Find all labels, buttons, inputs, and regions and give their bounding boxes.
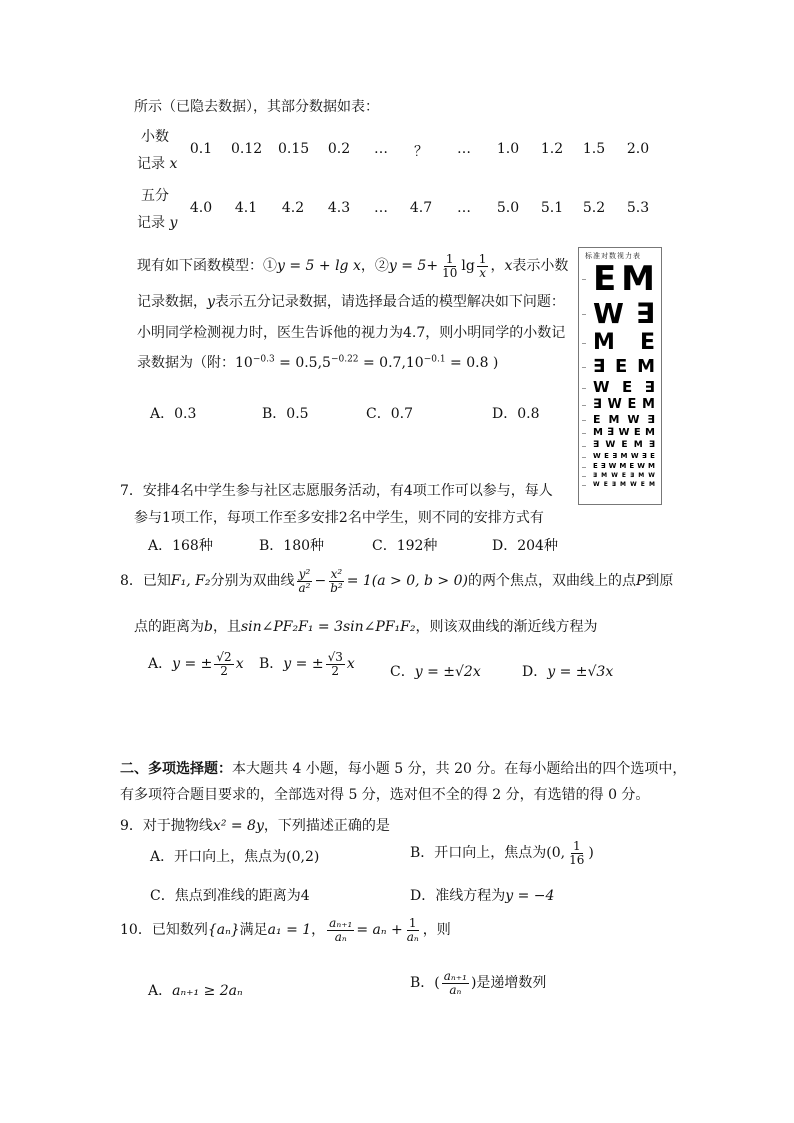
table-cell: 1.0 [496,141,520,157]
q8-line2: 点的距离为b，且sin∠PF₂F₁ = 3sin∠PF₁F₂，则该双曲线的渐近线方程为 [134,619,598,635]
eye-chart-letter: M [648,481,655,488]
q8-option-d: D．y = ±√3x [522,664,614,680]
eye-chart-row [593,380,655,395]
eye-chart-row [593,441,655,450]
eye-chart-letter: E [633,427,641,438]
q6-line3: 小明同学检测视力时，医生告诉他的视力为4.7，则小明同学的小数记 [137,325,566,341]
table-cell: … [374,141,388,157]
eye-chart-letter: M [620,481,627,488]
eye-chart-letter: ∃ [600,462,606,470]
table-cell: 5.0 [496,200,520,216]
eye-chart-letter: M [620,452,628,460]
eye-chart-letter: E [615,356,628,377]
table-cell: 1.2 [540,141,564,157]
table-cell: 4.2 [281,200,305,216]
eye-chart-letter: M [648,462,655,470]
eye-chart-letter: W [607,397,622,412]
eye-chart-letter: E [639,330,655,355]
q9-stem: 9．对于抛物线x² = 8y，下列描述正确的是 [120,818,390,834]
q7-option-c: C．192种 [372,538,438,554]
eye-chart-letter: W [648,472,655,479]
eye-chart-letter: W [593,378,610,396]
eye-chart-letter: E [622,378,633,396]
q8-option-a: A．y = ± $\frac{√2}{2}$ x [148,650,244,678]
table-cell: 2.0 [626,141,650,157]
eye-chart-tick [582,467,586,468]
eye-chart-letter: W [627,413,640,426]
eye-chart-row [593,414,655,425]
table-cell: 1.5 [582,141,606,157]
eye-chart-letter: W [630,481,637,488]
q7-option-a: A．168种 [148,538,213,554]
eye-chart-tick [582,446,586,447]
eye-chart-letter: M [601,472,608,479]
q7-line2: 参与1项工作，每项工作至多安排2名中学生，则不同的安排方式有 [134,510,544,526]
eye-chart-letter: E [593,259,617,299]
eye-chart-letter: ∃ [647,413,655,426]
q9-option-b: B．开口向上，焦点为(0, $\frac{1}{16}$ ) [410,839,594,867]
eye-chart-letter: W [611,472,618,479]
eye-chart-letter: E [621,472,627,479]
eye-chart-tick [582,420,586,421]
eye-chart-row [593,453,655,460]
row1-label-b: 记录 x [137,156,178,172]
eye-chart-title: 标准对数视力表 [585,252,641,260]
q6-option-a: A．0.3 [150,406,197,422]
eye-chart-letter: W [637,462,645,470]
eye-chart-tick [582,343,586,344]
eye-chart-letter: M [608,413,620,426]
q10-option-b: B．( $\frac{\text{aₙ₊₁}}{\text{aₙ}}$ )是递增数列 [410,969,547,997]
table-cell: 0.1 [189,141,213,157]
row2-label-a: 五分 [141,188,169,204]
eye-chart-letter: ∃ [593,397,602,412]
table-cell: 5.2 [582,200,606,216]
table-cell: 4.0 [189,200,213,216]
q8-option-b: B．y = ± $\frac{√3}{2}$ x [259,650,355,678]
eye-chart-tick [582,367,586,368]
table-cell: 0.12 [231,141,263,157]
eye-chart-letter: ∃ [593,472,598,479]
eye-chart-row [593,332,655,354]
q6-option-b: B．0.5 [262,406,309,422]
eye-chart-letter: M [645,427,655,438]
eye-chart-letter: M [593,330,615,355]
q9-option-c: C．焦点到准线的距离为4 [150,888,310,904]
eye-chart-image [578,247,662,505]
table-cell: 0.15 [278,141,310,157]
eye-chart-letter: ∃ [641,452,647,460]
eye-chart-row [593,428,655,438]
eye-chart-tick [582,405,586,406]
eye-chart-tick [582,457,586,458]
eye-chart-row [593,297,655,330]
eye-chart-tick [582,476,586,477]
table-cell: ？ [414,144,428,160]
eye-chart-letter: E [621,440,628,450]
eye-chart-tick [582,279,586,280]
q9-option-a: A．开口向上，焦点为(0,2) [150,849,320,865]
eye-chart-letter: W [608,462,617,470]
eye-chart-row [593,358,655,376]
eye-chart-letter: E [604,452,609,460]
eye-chart-letter: ∃ [644,378,655,396]
q9-option-d: D．准线方程为y = −4 [410,888,555,904]
q6-option-c: C．0.7 [366,406,413,422]
eye-chart-letter: ∃ [611,481,616,488]
eye-chart-letter: ∃ [630,472,635,479]
section2-line2: 有多项符合题目要求的，全部选对得 5 分，选对但不全的得 2 分，有选错的得 0 分。 [120,787,650,803]
q6-option-d: D．0.8 [492,406,540,422]
table-cell: … [457,141,471,157]
eye-chart-letter: ∃ [593,440,600,450]
eye-chart-letter: E [593,413,601,426]
intro-text: 所示（已隐去数据），其部分数据如表： [134,99,379,115]
table-cell: 4.1 [234,200,258,216]
eye-chart-row [593,473,655,479]
table-cell: 4.3 [327,200,351,216]
table-cell: 5.3 [626,200,650,216]
eye-chart-letter: ∃ [648,440,655,450]
eye-chart-letter: M [642,397,655,412]
eye-chart-letter: W [593,452,601,460]
q7-option-d: D．204种 [492,538,558,554]
eye-chart-letter: E [627,397,637,412]
eye-chart-letter: W [593,481,600,488]
eye-chart-row [593,259,655,299]
eye-chart-letter: M [633,440,643,450]
q6-line2: 记录数据，y表示五分记录数据，请选择最合适的模型解决如下问题： [137,294,565,310]
eye-chart-letter: ∃ [612,452,618,460]
eye-chart-row [593,463,655,470]
row1-label-a: 小数 [141,129,169,145]
q8-line1: 8．已知F₁, F₂分别为双曲线 $\frac{\text{y²}}{\text{a²}}$ − $\frac{\text{x²}}{\text{b²}}$ = 1(a > 0, b > 0)的两个焦点，双曲线上的点P到原 [120,567,674,595]
eye-chart-letter: M [638,472,645,479]
eye-chart-letter: E [650,452,655,460]
row2-label-b: 记录 y [137,215,178,231]
eye-chart-letter: W [605,440,616,450]
section2-line1: 二、多项选择题：本大题共 4 小题，每小题 5 分，共 20 分。在每小题给出的四个选项中， [120,761,687,777]
q10-stem: 10．已知数列{aₙ}满足a₁ = 1， $\frac{\text{aₙ₊₁}}{\text{aₙ}}$ = aₙ + $\frac{1}{\text{aₙ}}$ ，则 [120,916,451,944]
q7-option-b: B．180种 [259,538,325,554]
q7-line1: 7．安排4名中学生参与社区志愿服务活动，有4项工作可以参与，每人 [120,483,553,499]
eye-chart-letter: ∃ [607,427,615,438]
eye-chart-letter: W [618,427,630,438]
q8-option-c: C．y = ±√2x [390,664,481,680]
eye-chart-letter: E [629,462,635,470]
eye-chart-letter: ∃ [593,356,606,377]
eye-chart-letter: M [637,356,655,377]
table-cell: 0.2 [327,141,351,157]
eye-chart-letter: M [621,259,655,299]
eye-chart-row [593,482,655,488]
eye-chart-letter: E [593,462,598,470]
eye-chart-tick [582,388,586,389]
eye-chart-letter: M [593,427,603,438]
eye-chart-letter: W [593,297,624,330]
eye-chart-tick [582,314,586,315]
eye-chart-letter: W [630,452,639,460]
q10-option-a: A．aₙ₊₁ ≥ 2aₙ [148,983,243,999]
table-cell: … [457,200,471,216]
eye-chart-tick [582,433,586,434]
eye-chart-letter: M [619,462,627,470]
q6-models: 现有如下函数模型：①y = 5 + lg x，②y = 5+ $\frac{1}{10}$ lg $\frac{1}{x}$ ，x表示小数 [137,252,569,280]
eye-chart-letter: ∃ [635,297,655,330]
table-cell: 5.1 [540,200,564,216]
q6-line4: 录数据为（附：$10^{-0.3} = 0.5,5^{-0.22} = 0.7,10^{-0.1} = 0.8$ ) [137,354,499,371]
eye-chart-letter: E [603,481,608,488]
table-cell: 4.7 [409,200,433,216]
eye-chart-tick [582,485,586,486]
eye-chart-letter: E [640,481,645,488]
table-cell: … [374,200,388,216]
eye-chart-row [593,398,655,411]
